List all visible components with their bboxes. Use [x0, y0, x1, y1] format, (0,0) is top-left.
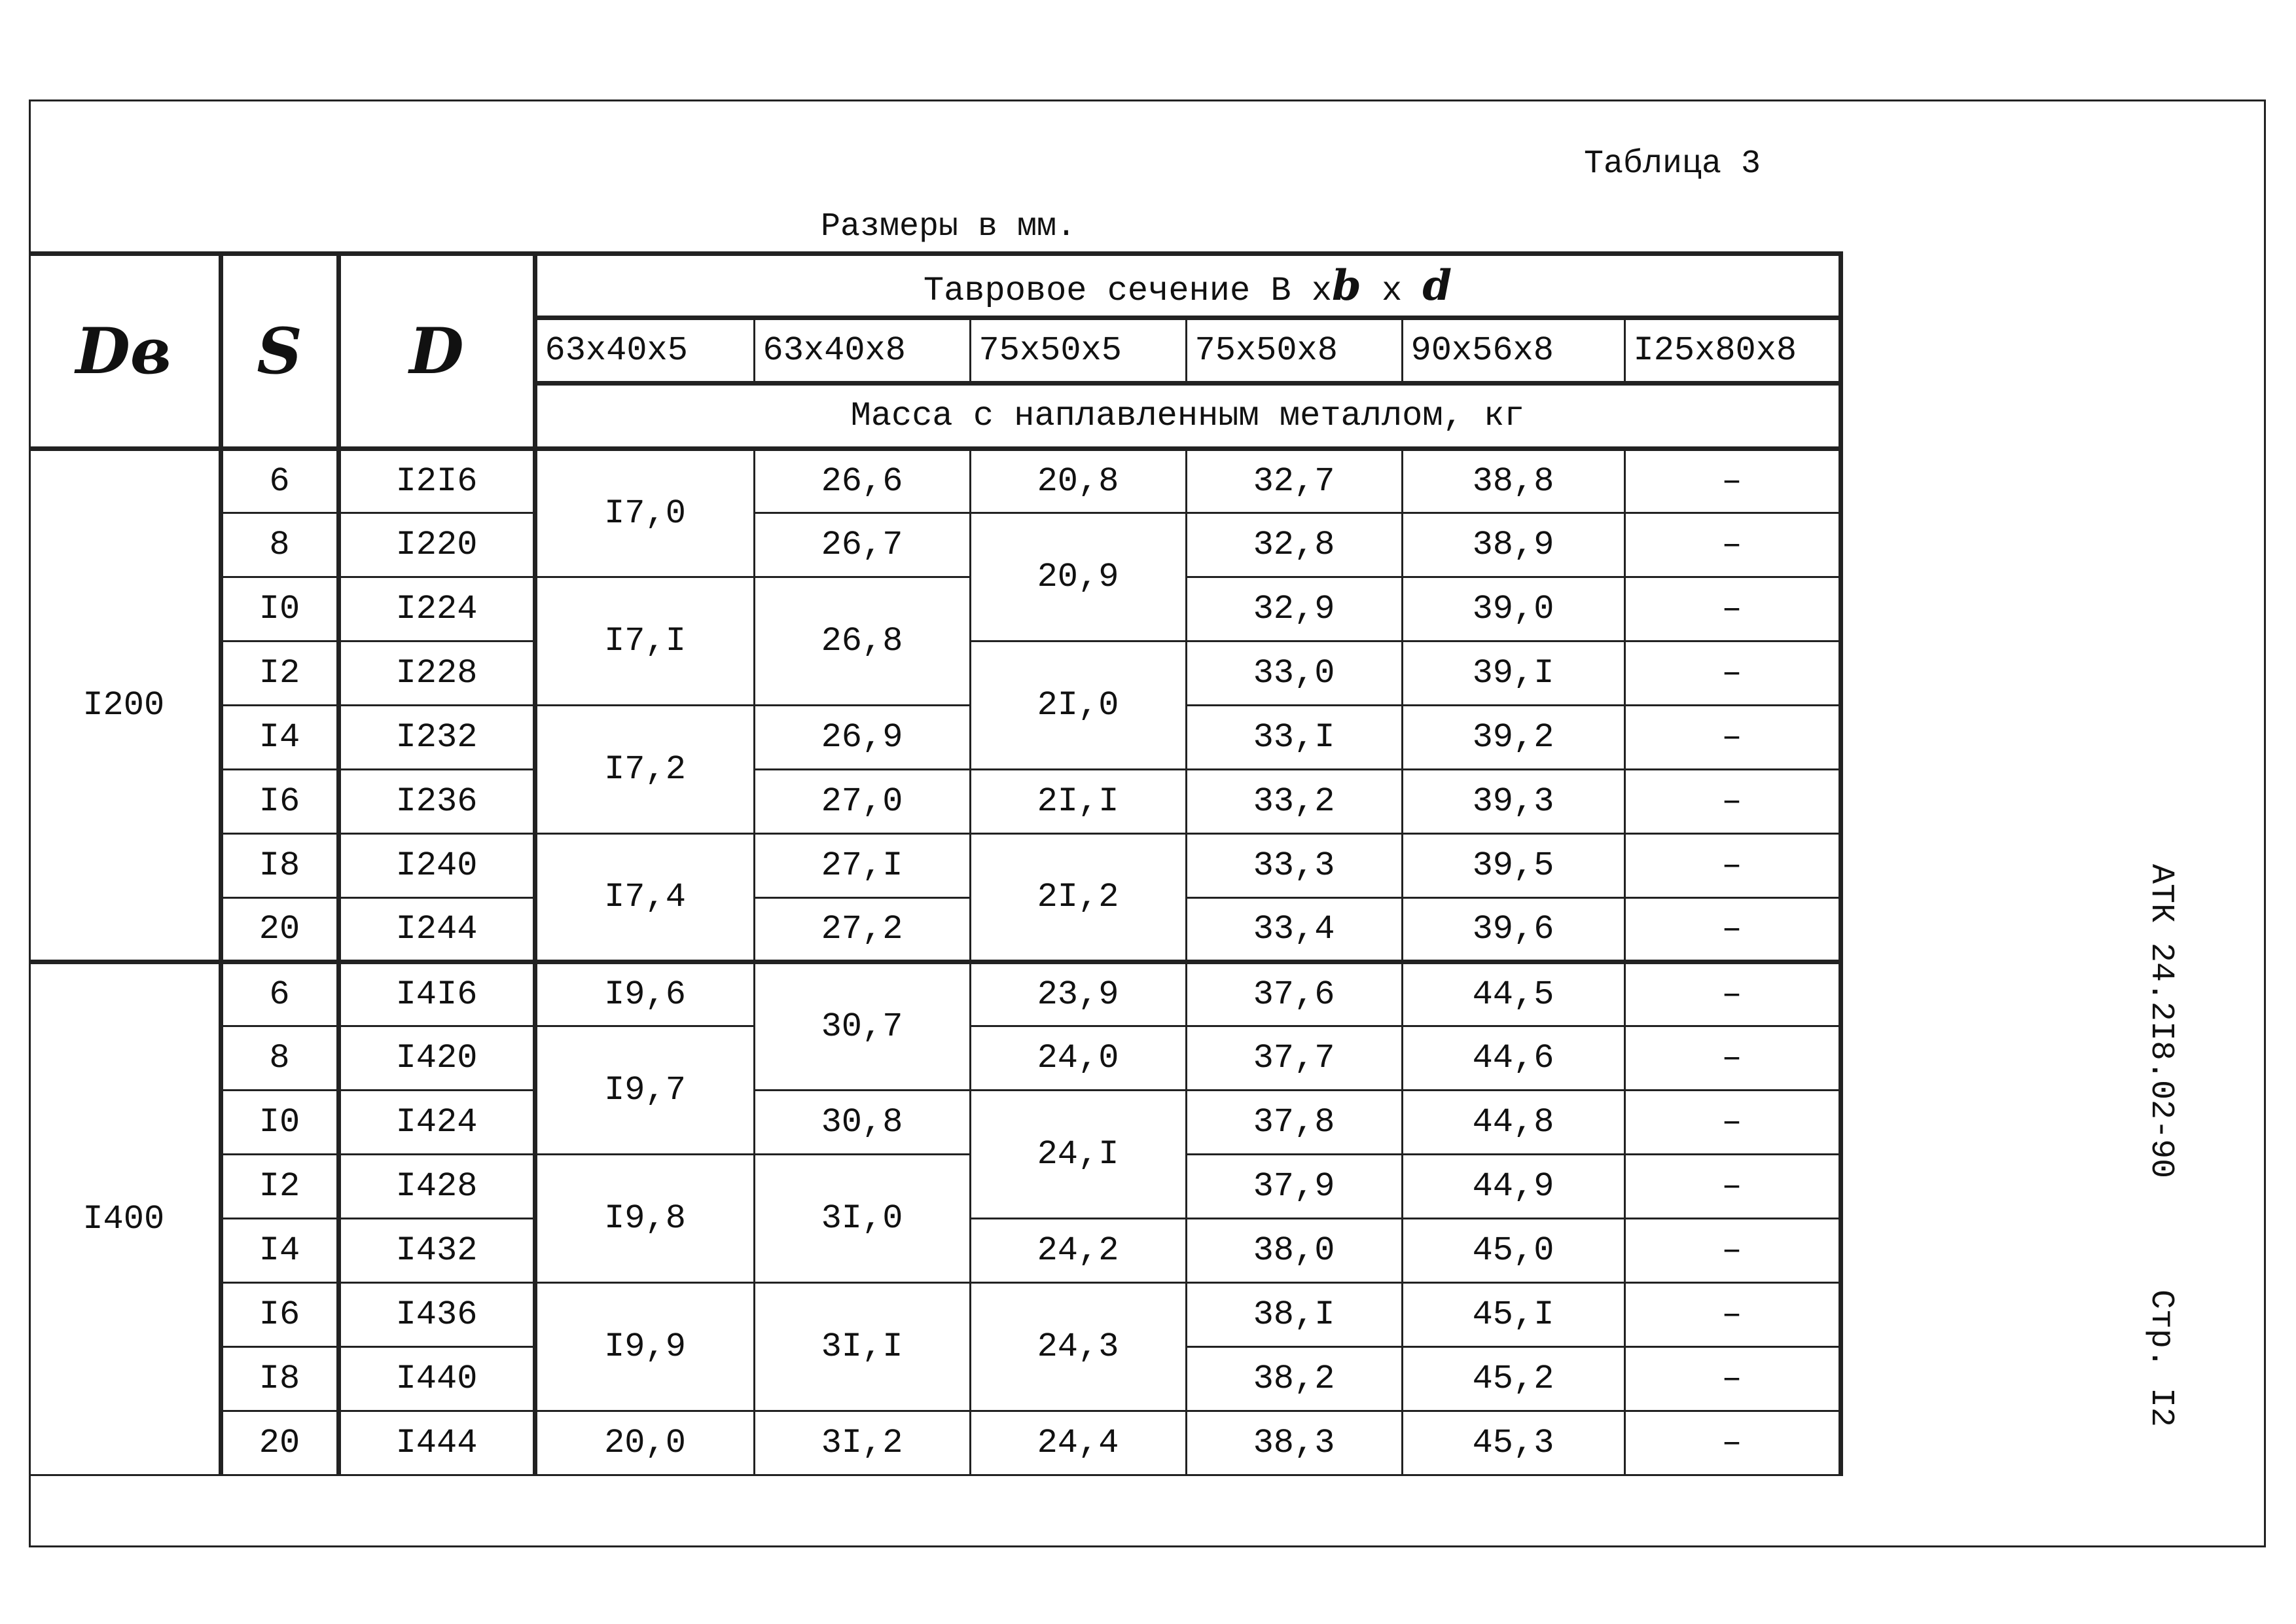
- s-cell: I4: [221, 1219, 338, 1283]
- header-section-prefix: Тавровое сечение В x: [923, 272, 1332, 310]
- d-cell: I436: [338, 1283, 535, 1347]
- m1-cell: 20,0: [535, 1411, 754, 1475]
- s-cell: I0: [221, 1091, 338, 1155]
- m1-cell: I7,0: [535, 449, 754, 577]
- table-row: [29, 706, 1840, 770]
- m5-cell: 39,5: [1402, 834, 1624, 898]
- m5-cell: 45,3: [1402, 1411, 1624, 1475]
- m1-cell: I9,9: [535, 1283, 754, 1411]
- m4-cell: 32,7: [1186, 449, 1402, 513]
- s-cell: I2: [221, 641, 338, 706]
- table-row: [29, 1091, 1840, 1155]
- header-d: [338, 254, 535, 449]
- d-cell: I424: [338, 1091, 535, 1155]
- m6-cell: –: [1624, 770, 1840, 834]
- header-section-x: x: [1361, 272, 1423, 310]
- s-cell: I0: [221, 577, 338, 641]
- m3-cell: 20,8: [970, 449, 1186, 513]
- m6-cell: –: [1624, 1219, 1840, 1283]
- m4-cell: 37,9: [1186, 1155, 1402, 1219]
- s-cell: I6: [221, 1283, 338, 1347]
- m3-cell: 23,9: [970, 962, 1186, 1026]
- m6-cell: –: [1624, 1155, 1840, 1219]
- m3-cell: 2I,I: [970, 770, 1186, 834]
- s-cell: 6: [221, 962, 338, 1026]
- m5-cell: 45,2: [1402, 1347, 1624, 1411]
- table-title: Таблица 3: [1584, 145, 1761, 183]
- m5-cell: 39,3: [1402, 770, 1624, 834]
- profile-header-5: 90x56x8: [1402, 318, 1624, 384]
- m1-cell: I9,6: [535, 962, 754, 1026]
- m5-cell: 45,0: [1402, 1219, 1624, 1283]
- m3-cell: 2I,0: [970, 641, 1186, 770]
- m2-cell: 30,7: [754, 962, 970, 1091]
- header-dv: [29, 254, 221, 449]
- table-row: [29, 770, 1840, 834]
- m2-cell: 27,I: [754, 834, 970, 898]
- m6-cell: –: [1624, 1347, 1840, 1411]
- m2-cell: 26,9: [754, 706, 970, 770]
- d-cell: I244: [338, 898, 535, 962]
- s-cell: 8: [221, 1026, 338, 1091]
- d-cell: I236: [338, 770, 535, 834]
- d-cell: I432: [338, 1219, 535, 1283]
- s-cell: I8: [221, 834, 338, 898]
- m4-cell: 37,8: [1186, 1091, 1402, 1155]
- m6-cell: –: [1624, 449, 1840, 513]
- m1-cell: I7,4: [535, 834, 754, 962]
- m3-cell: 24,3: [970, 1283, 1186, 1411]
- m4-cell: 38,I: [1186, 1283, 1402, 1347]
- table-row: [29, 449, 1840, 513]
- s-cell: I8: [221, 1347, 338, 1411]
- document-code: АТК 24.2I8.02-90: [2142, 864, 2179, 1179]
- units-note: Размеры в мм.: [821, 208, 1077, 245]
- m4-cell: 33,2: [1186, 770, 1402, 834]
- profile-header-2: 63x40x8: [754, 318, 970, 384]
- m4-cell: 38,3: [1186, 1411, 1402, 1475]
- m4-cell: 32,8: [1186, 513, 1402, 577]
- s-cell: 20: [221, 1411, 338, 1475]
- header-s-label: S: [257, 314, 302, 388]
- header-section-b: b: [1331, 261, 1361, 310]
- m6-cell: –: [1624, 1091, 1840, 1155]
- m3-cell: 20,9: [970, 513, 1186, 641]
- m3-cell: 2I,2: [970, 834, 1186, 962]
- table-row: [29, 1283, 1840, 1347]
- d-cell: I228: [338, 641, 535, 706]
- m5-cell: 44,6: [1402, 1026, 1624, 1091]
- m4-cell: 38,0: [1186, 1219, 1402, 1283]
- d-cell: I444: [338, 1411, 535, 1475]
- m4-cell: 33,0: [1186, 641, 1402, 706]
- header-d-label: D: [409, 314, 464, 388]
- m4-cell: 32,9: [1186, 577, 1402, 641]
- m2-cell: 27,2: [754, 898, 970, 962]
- m1-cell: I7,2: [535, 706, 754, 834]
- s-cell: I2: [221, 1155, 338, 1219]
- m4-cell: 37,7: [1186, 1026, 1402, 1091]
- table-row: [29, 1155, 1840, 1219]
- m5-cell: 38,8: [1402, 449, 1624, 513]
- s-cell: I6: [221, 770, 338, 834]
- profile-header-3: 75x50x5: [970, 318, 1186, 384]
- table-row: [29, 962, 1840, 1026]
- m5-cell: 44,8: [1402, 1091, 1624, 1155]
- m2-cell: 30,8: [754, 1091, 970, 1155]
- m6-cell: –: [1624, 962, 1840, 1026]
- s-cell: 20: [221, 898, 338, 962]
- profile-header-6: I25x80x8: [1624, 318, 1840, 384]
- m4-cell: 33,4: [1186, 898, 1402, 962]
- table-row: [29, 577, 1840, 641]
- m5-cell: 44,5: [1402, 962, 1624, 1026]
- table-row: [29, 513, 1840, 577]
- d-cell: I220: [338, 513, 535, 577]
- m3-cell: 24,2: [970, 1219, 1186, 1283]
- d-cell: I420: [338, 1026, 535, 1091]
- m3-cell: 24,4: [970, 1411, 1186, 1475]
- dv-cell: I200: [29, 449, 221, 962]
- d-cell: I428: [338, 1155, 535, 1219]
- m6-cell: –: [1624, 706, 1840, 770]
- mass-table: [29, 251, 1843, 1476]
- m5-cell: 44,9: [1402, 1155, 1624, 1219]
- m5-cell: 39,I: [1402, 641, 1624, 706]
- dv-cell: I400: [29, 962, 221, 1475]
- m6-cell: –: [1624, 1283, 1840, 1347]
- m6-cell: –: [1624, 1411, 1840, 1475]
- d-cell: I224: [338, 577, 535, 641]
- m1-cell: I9,7: [535, 1026, 754, 1155]
- m6-cell: –: [1624, 641, 1840, 706]
- m1-cell: I9,8: [535, 1155, 754, 1283]
- m2-cell: 3I,I: [754, 1283, 970, 1411]
- m6-cell: –: [1624, 577, 1840, 641]
- m5-cell: 38,9: [1402, 513, 1624, 577]
- m6-cell: –: [1624, 1026, 1840, 1091]
- m3-cell: 24,I: [970, 1091, 1186, 1219]
- d-cell: I4I6: [338, 962, 535, 1026]
- header-s: [221, 254, 338, 449]
- d-cell: I2I6: [338, 449, 535, 513]
- m3-cell: 24,0: [970, 1026, 1186, 1091]
- m1-cell: I7,I: [535, 577, 754, 706]
- m2-cell: 3I,2: [754, 1411, 970, 1475]
- table-row: [29, 898, 1840, 962]
- header-dv-label: Dв: [75, 314, 171, 388]
- m5-cell: 39,2: [1402, 706, 1624, 770]
- m5-cell: 39,6: [1402, 898, 1624, 962]
- d-cell: I240: [338, 834, 535, 898]
- s-cell: 8: [221, 513, 338, 577]
- profile-header-1: 63x40x5: [535, 318, 754, 384]
- m6-cell: –: [1624, 898, 1840, 962]
- m4-cell: 37,6: [1186, 962, 1402, 1026]
- m2-cell: 26,7: [754, 513, 970, 577]
- header-mass: Масса с наплавленным металлом, кг: [535, 384, 1840, 449]
- header-section-d: d: [1422, 261, 1452, 310]
- s-cell: 6: [221, 449, 338, 513]
- m4-cell: 38,2: [1186, 1347, 1402, 1411]
- header-section: [535, 254, 1840, 318]
- side-code-block: [2121, 864, 2186, 1453]
- m2-cell: 3I,0: [754, 1155, 970, 1283]
- m2-cell: 26,8: [754, 577, 970, 706]
- m4-cell: 33,I: [1186, 706, 1402, 770]
- profile-header-4: 75x50x8: [1186, 318, 1402, 384]
- page-number: Стр. I2: [2142, 1290, 2179, 1428]
- m6-cell: –: [1624, 513, 1840, 577]
- m4-cell: 33,3: [1186, 834, 1402, 898]
- table-row: [29, 1411, 1840, 1475]
- s-cell: I4: [221, 706, 338, 770]
- d-cell: I440: [338, 1347, 535, 1411]
- table-row: [29, 834, 1840, 898]
- m5-cell: 39,0: [1402, 577, 1624, 641]
- m5-cell: 45,I: [1402, 1283, 1624, 1347]
- d-cell: I232: [338, 706, 535, 770]
- m2-cell: 26,6: [754, 449, 970, 513]
- m2-cell: 27,0: [754, 770, 970, 834]
- m6-cell: –: [1624, 834, 1840, 898]
